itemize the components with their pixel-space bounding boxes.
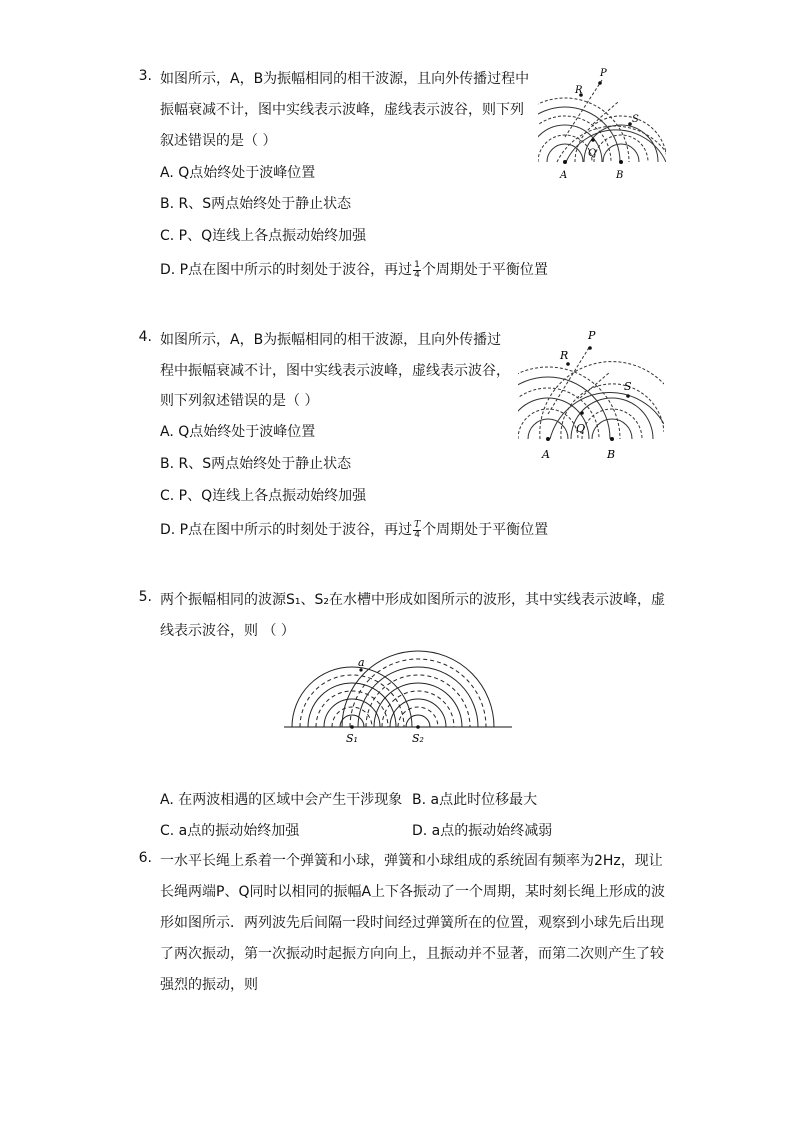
question-stem-line: 则下列叙述错误的是（ ）	[160, 393, 319, 409]
option-d-text: D. P点在图中所示的时刻处于波谷，再过	[160, 522, 413, 538]
option-d-text: 个周期处于平衡位置	[422, 522, 549, 538]
question-stem-line: 如图所示，A，B为振幅相同的相干波源，且向外传播过	[160, 332, 502, 348]
question-stem-line: 强烈的振动，则	[160, 977, 258, 993]
label-s1: S₁	[346, 732, 358, 745]
question-number: 3.	[138, 68, 152, 84]
wave-interference-figure	[518, 324, 664, 464]
option-c[interactable]: C. P、Q连线上各点振动始终加强	[160, 488, 367, 504]
label-s: S	[632, 114, 639, 125]
label-p: P	[600, 68, 607, 79]
option-d[interactable]	[160, 519, 548, 540]
question-stem-line: 两个振幅相同的波源S₁、S₂在水槽中形成如图所示的波形，其中实线表示波峰，虚	[160, 592, 665, 608]
option-b[interactable]: B. a点此时位移最大	[412, 792, 538, 808]
question-stem-line: 线表示波谷，则 （ ）	[160, 623, 295, 639]
water-trough-wave-figure	[284, 642, 512, 748]
option-a[interactable]: A. Q点始终处于波峰位置	[160, 165, 316, 181]
label-a: A	[542, 448, 550, 461]
option-d[interactable]: D. a点的振动始终减弱	[412, 823, 553, 839]
label-a: A	[560, 170, 568, 181]
label-a: a	[358, 656, 365, 669]
label-b: B	[607, 448, 616, 461]
question-stem-line: 叙述错误的是（ ）	[160, 133, 277, 149]
fraction: $\frac{1}{4}$	[414, 259, 420, 280]
question-stem-line: 长绳两端P、Q同时以相同的振幅A上下各振动了一个周期，某时刻长绳上形成的波	[160, 884, 666, 900]
option-d-text: D. P点在图中所示的时刻处于波谷，再过	[160, 262, 413, 278]
option-c[interactable]: C. a点的振动始终加强	[160, 823, 300, 839]
question-number: 6.	[138, 850, 152, 866]
question-number: 4.	[138, 329, 152, 345]
option-d[interactable]	[160, 259, 548, 280]
option-b[interactable]: B. R、S两点始终处于静止状态	[160, 196, 352, 212]
option-a[interactable]: A. 在两波相遇的区域中会产生干涉现象	[160, 792, 403, 808]
label-p: P	[588, 329, 596, 342]
option-a[interactable]: A. Q点始终处于波峰位置	[160, 424, 316, 440]
question-stem-line: 一水平长绳上系着一个弹簧和小球，弹簧和小球组成的系统固有频率为2Hz，现让	[160, 853, 663, 869]
question-stem-line: 了两次振动，第一次振动时起振方向向上，且振动并不显著，而第二次则产生了较	[160, 946, 664, 962]
label-s2: S₂	[412, 732, 424, 745]
wave-interference-figure	[538, 62, 666, 184]
label-q: Q	[588, 148, 597, 159]
option-b[interactable]: B. R、S两点始终处于静止状态	[160, 456, 352, 472]
question-stem-line: 程中振幅衰减不计，图中实线表示波峰，虚线表示波谷，	[160, 363, 510, 379]
fraction: $\frac{T}{4}$	[414, 519, 421, 540]
label-b: B	[616, 170, 624, 181]
label-r: R	[575, 85, 583, 96]
label-q: Q	[576, 422, 586, 435]
question-stem-line: 形如图所示．两列波先后间隔一段时间经过弹簧所在的位置，观察到小球先后出现	[160, 915, 664, 931]
option-c[interactable]: C. P、Q连线上各点振动始终加强	[160, 228, 367, 244]
question-stem-line: 如图所示，A，B为振幅相同的相干波源，且向外传播过程中	[160, 71, 530, 87]
option-d-text: 个周期处于平衡位置	[421, 262, 548, 278]
question-stem-line: 振幅衰减不计，图中实线表示波峰，虚线表示波谷，则下列	[160, 102, 524, 118]
label-r: R	[560, 349, 569, 362]
question-number: 5.	[138, 589, 152, 605]
label-s: S	[624, 380, 632, 393]
